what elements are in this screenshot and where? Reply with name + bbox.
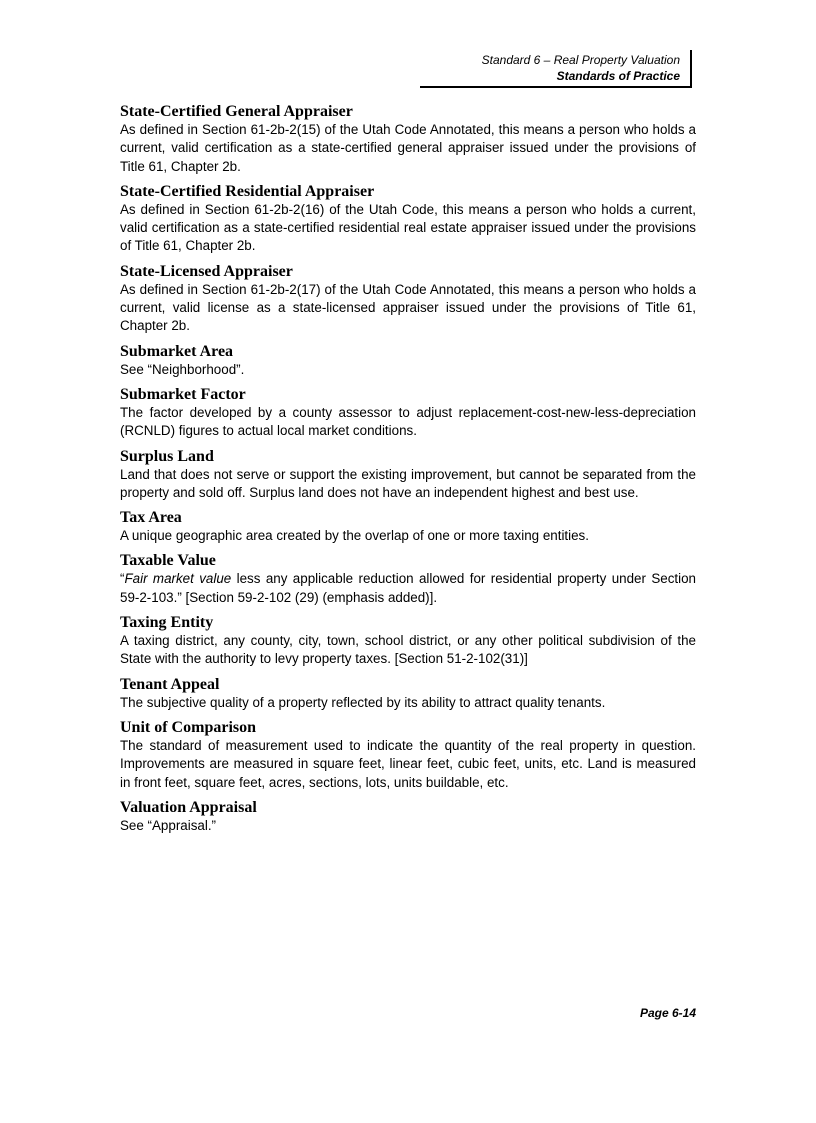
glossary-term: State-Certified General Appraiser xyxy=(120,103,353,120)
emphasized-term: Fair market value xyxy=(124,571,232,587)
glossary-term: State-Licensed Appraiser xyxy=(120,262,293,280)
header-section-title: Standards of Practice xyxy=(556,69,680,83)
page-header xyxy=(420,50,692,88)
glossary-entry xyxy=(120,447,696,503)
glossary-content xyxy=(120,102,696,841)
glossary-term: Taxing Entity xyxy=(120,614,214,632)
glossary-term: Taxable Value xyxy=(120,552,216,570)
glossary-term: Unit of Comparison xyxy=(120,718,257,736)
glossary-definition xyxy=(120,570,696,607)
glossary-entry xyxy=(120,675,696,712)
glossary-definition: The subjective quality of a property reflected by its ability to attract quality tenants. xyxy=(120,694,606,710)
glossary-term: Tenant Appeal xyxy=(120,675,220,693)
glossary-term: Submarket Area xyxy=(120,342,234,360)
glossary-definition: As defined in Section 61-2b-2(16) of the Utah Code, this means a person who holds a current, valid certification as a state-certified residential real estate appraiser issued under the provisions of Title 61, Chapter 2b. xyxy=(120,201,696,254)
glossary-entry xyxy=(120,551,696,607)
glossary-definition: See “Appraisal.” xyxy=(120,817,217,833)
glossary-term: Submarket Factor xyxy=(120,385,246,403)
glossary-entry xyxy=(120,798,696,835)
glossary-entry xyxy=(120,508,696,545)
glossary-entry xyxy=(120,102,696,176)
header-standard-title: Standard 6 – Real Property Valuation xyxy=(481,53,680,67)
glossary-entry xyxy=(120,718,696,792)
glossary-term: Tax Area xyxy=(120,509,182,527)
glossary-entry xyxy=(120,613,696,669)
page-number: Page 6-14 xyxy=(639,1006,696,1020)
open-quote: “ xyxy=(120,571,125,587)
glossary-term: Valuation Appraisal xyxy=(120,798,257,816)
glossary-term: Surplus Land xyxy=(120,447,214,465)
glossary-definition: As defined in Section 61-2b-2(17) of the Utah Code Annotated, this means a person who holds a current, valid license as a state-licensed appraiser issued under the provisions of Title 61, Chapter 2b. xyxy=(120,281,696,334)
glossary-definition: See “Neighborhood”. xyxy=(120,361,245,377)
glossary-definition: A taxing district, any county, city, town, school district, or any other political subdivision of the State with the authority to levy property taxes. [Section 51-2-102(31)] xyxy=(120,633,696,667)
glossary-definition: The standard of measurement used to indicate the quantity of the real property in question. Improvements are measured in square feet, linear feet, cubic feet, units, etc. Land is measured in front feet, square feet, acres, sections, lots, units buildable, etc. xyxy=(120,737,696,790)
glossary-entry xyxy=(120,262,696,336)
glossary-entry xyxy=(120,385,696,441)
glossary-definition: A unique geographic area created by the overlap of one or more taxing entities. xyxy=(120,528,589,544)
glossary-entry xyxy=(120,182,696,256)
glossary-definition: The factor developed by a county assessor to adjust replacement-cost-new-less-depreciation (RCNLD) figures to actual local market conditions. xyxy=(120,404,696,439)
glossary-definition: As defined in Section 61-2b-2(15) of the Utah Code Annotated, this means a person who holds a current, valid certification as a state-certified general appraiser issued under the provisions of Title 61, Chapter 2b. xyxy=(120,122,696,174)
definition-rest: less any applicable reduction allowed for residential property under Section 59-2-103.” [Section 59-2-102 (29) (emphasis added)]. xyxy=(120,571,697,605)
glossary-entry xyxy=(120,342,696,379)
glossary-definition: Land that does not serve or support the existing improvement, but cannot be separated from the property and sold off. Surplus land does not have an independent highest and best use. xyxy=(120,466,696,500)
glossary-term: State-Certified Residential Appraiser xyxy=(120,182,375,200)
